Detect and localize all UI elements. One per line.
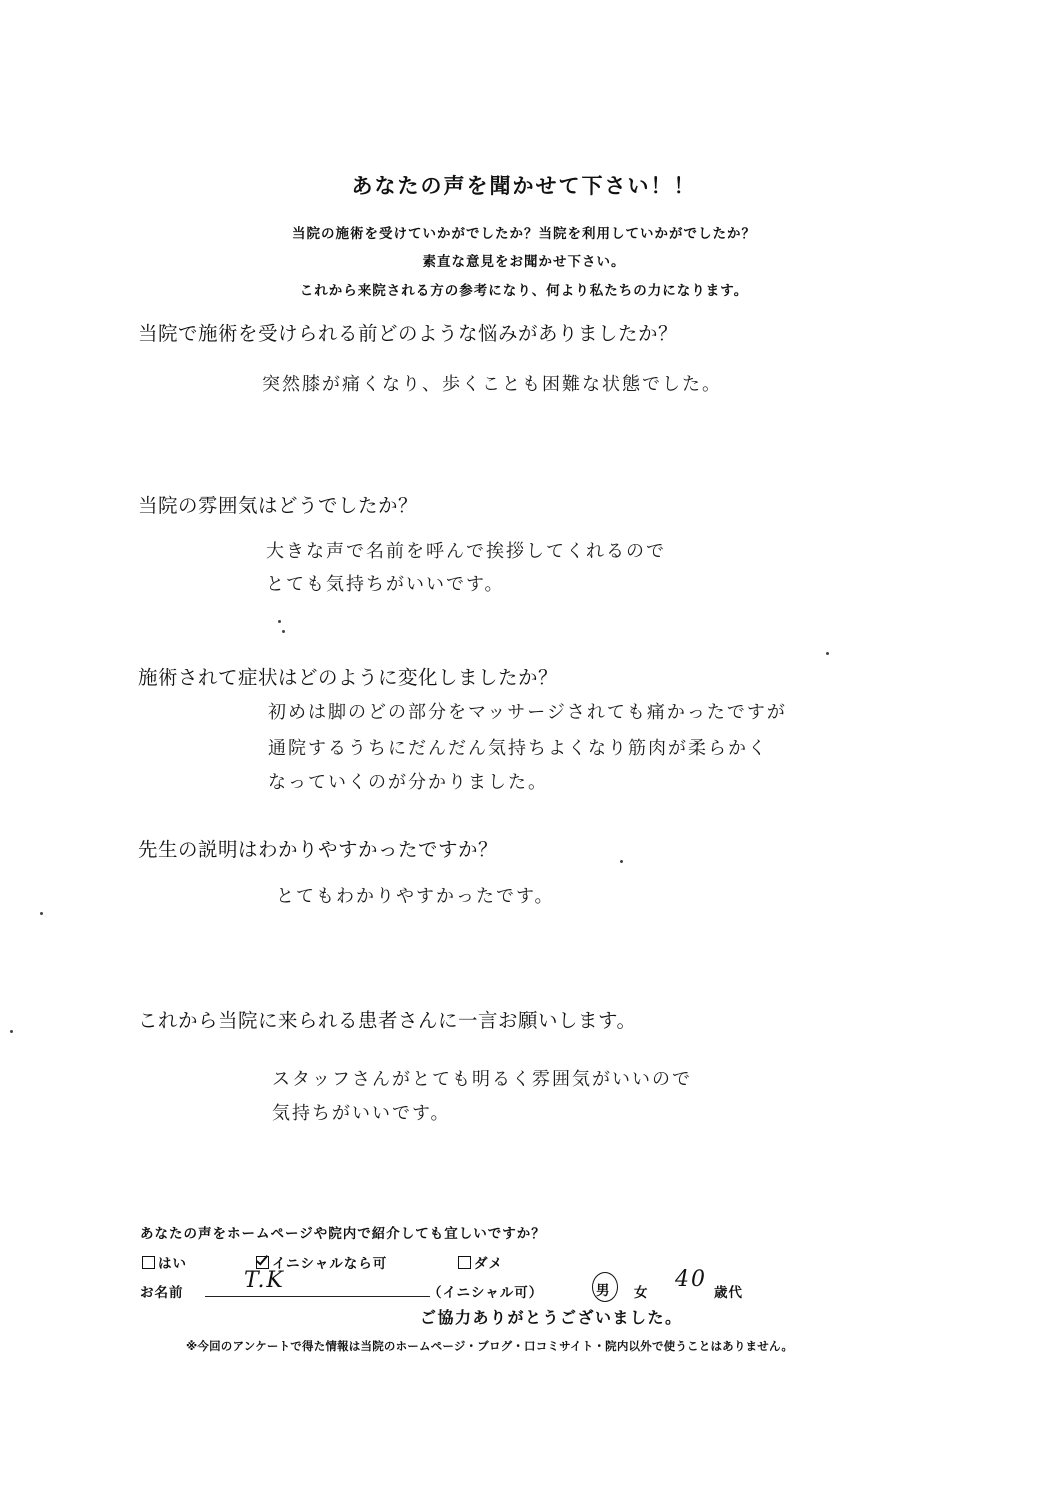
checkbox-yes[interactable] [142, 1256, 155, 1269]
question-5: これから当院に来られる患者さんに一言お願いします。 [138, 1009, 637, 1032]
question-3: 施術されて症状はどのように変化しましたか？ [138, 666, 559, 689]
age-suffix: 歳代 [714, 1285, 743, 1301]
name-value: T.K [244, 1268, 285, 1293]
answer-5-line-2: 気持ちがいいです。 [272, 1103, 451, 1124]
consent-option-yes[interactable] [142, 1252, 187, 1272]
name-underline [205, 1296, 430, 1297]
scan-speck [10, 1030, 13, 1033]
consent-option-no-label: ダメ [474, 1256, 503, 1272]
scan-speck [282, 630, 285, 633]
intro-line-2: 素直な意見をお聞かせ下さい。 [422, 254, 626, 270]
consent-option-initials-label: イニシャルなら可 [272, 1256, 388, 1272]
answer-2-line-2: とても気持ちがいいです。 [266, 574, 505, 595]
answer-5-line-1: スタッフさんがとても明るく雰囲気がいいので [272, 1069, 692, 1090]
intro-line-3: これから来院される方の参考になり、何より私たちの力になります。 [299, 283, 749, 299]
consent-option-yes-label: はい [158, 1256, 187, 1272]
gender-male[interactable]: 男 [596, 1283, 611, 1299]
age-value: 40 [675, 1267, 707, 1292]
privacy-note: ※今回のアンケートで得た情報は当院のホームページ・ブログ・口コミサイト・院内以外で使うことはありません。 [186, 1339, 794, 1353]
thanks-message: ご協力ありがとうございました。 [420, 1308, 683, 1327]
name-label: お名前 [140, 1285, 184, 1301]
answer-3-line-2: 通院するうちにだんだん気持ちよくなり筋肉が柔らかく [268, 738, 768, 759]
scan-speck [620, 860, 623, 863]
consent-question: あなたの声をホームページや院内で紹介しても宜しいですか？ [140, 1226, 546, 1242]
intro-line-1: 当院の施術を受けていかがでしたか？当院を利用していかがでしたか？ [292, 226, 756, 242]
initial-note: （イニシャル可） [428, 1285, 544, 1301]
answer-1-line-1: 突然膝が痛くなり、歩くことも困難な状態でした。 [262, 374, 722, 395]
checkbox-no[interactable] [458, 1256, 471, 1269]
consent-option-no[interactable] [458, 1252, 503, 1272]
question-1: 当院で施術を受けられる前どのような悩みがありましたか？ [138, 322, 679, 345]
scan-speck [826, 652, 829, 655]
scan-speck [40, 912, 43, 915]
scan-speck [278, 620, 281, 623]
gender-female[interactable]: 女 [634, 1285, 649, 1301]
answer-3-line-1: 初めは脚のどの部分をマッサージされても痛かったですが [268, 702, 787, 723]
answer-4-line-1: とてもわかりやすかったです。 [276, 886, 555, 907]
question-4: 先生の説明はわかりやすかったですか？ [138, 838, 499, 861]
answer-2-line-1: 大きな声で名前を呼んで挨拶してくれるので [266, 541, 666, 562]
survey-title: あなたの声を聞かせて下さい！！ [351, 174, 697, 198]
answer-3-line-3: なっていくのが分かりました。 [268, 772, 548, 793]
question-2: 当院の雰囲気はどうでしたか？ [138, 494, 419, 517]
